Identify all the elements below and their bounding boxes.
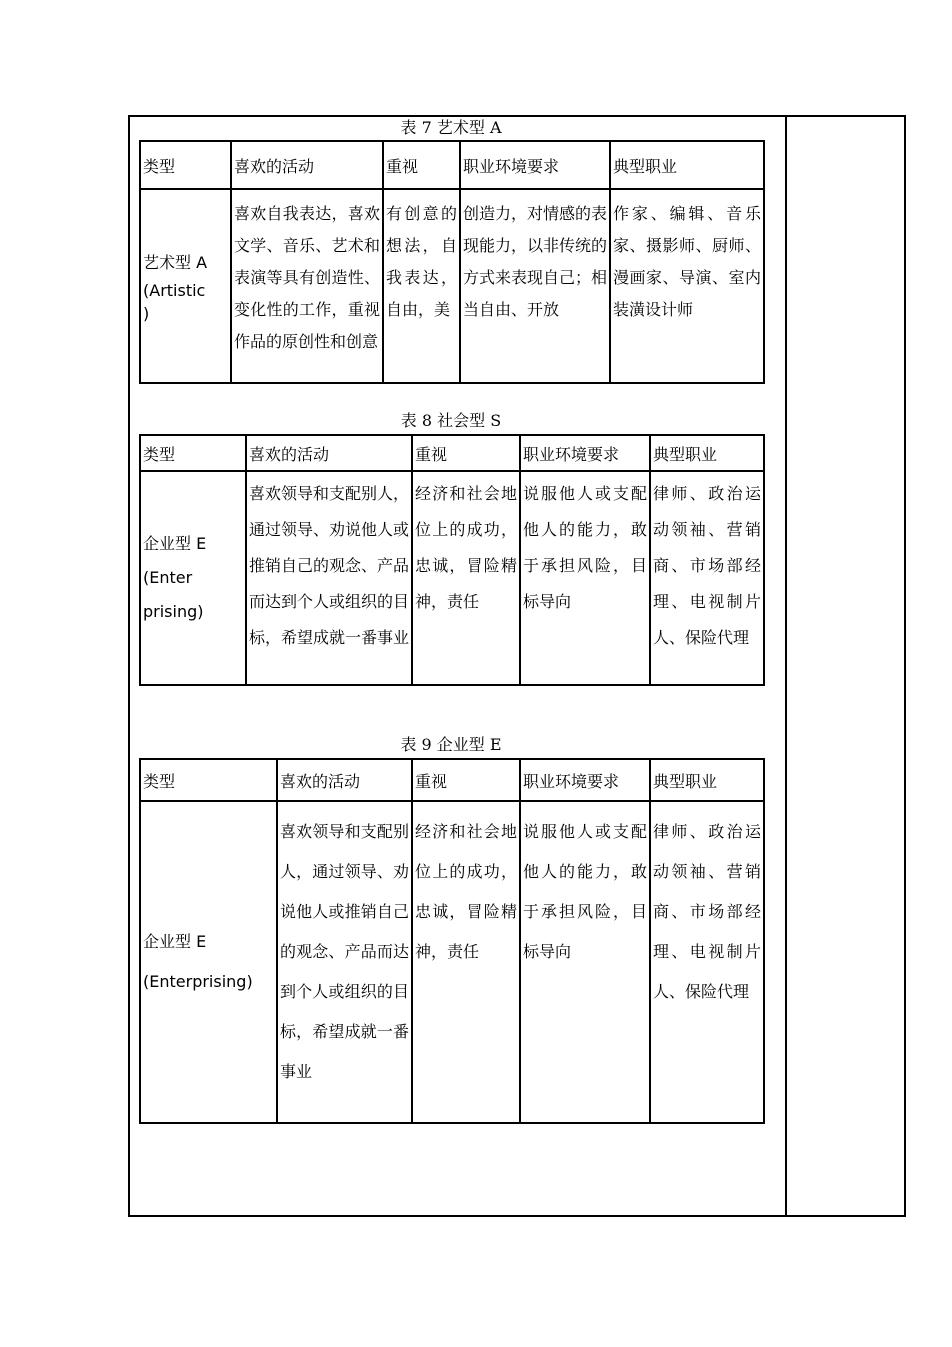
careers-cell: 律师、政治运动领袖、营销商、市场部经理、电视制片人、保险代理	[650, 471, 764, 685]
careers-cell: 律师、政治运动领袖、营销商、市场部经理、电视制片人、保险代理	[650, 801, 764, 1123]
header-type: 类型	[140, 435, 246, 471]
table-8-caption: 表 8 社会型 S	[400, 411, 502, 430]
table-header-row	[140, 141, 764, 189]
values-cell: 有创意的想法，自我表达，自由，美	[383, 189, 460, 383]
table-row	[140, 189, 764, 383]
right-column-divider	[785, 115, 787, 1217]
header-type: 类型	[140, 141, 231, 189]
environment-cell: 说服他人或支配他人的能力，敢于承担风险，目标导向	[520, 471, 650, 685]
header-values: 重视	[412, 435, 520, 471]
activities-cell: 喜欢领导和支配别人，通过领导、劝说他人或推销自己的观念、产品而达到个人或组织的目标，希望成就一番事业	[277, 801, 412, 1123]
type-line: (Artistic	[143, 281, 206, 300]
table-7-caption: 表 7 艺术型 A	[400, 118, 502, 137]
careers-cell: 作家、编辑、音乐家、摄影师、厨师、漫画家、导演、室内装潢设计师	[610, 189, 764, 383]
table-header-row	[140, 435, 764, 471]
table-8	[139, 434, 765, 686]
activities-cell: 喜欢自我表达，喜欢文学、音乐、艺术和表演等具有创造性、变化性的工作，重视作品的原创性和创意	[231, 189, 383, 383]
header-careers: 典型职业	[650, 759, 764, 801]
header-values: 重视	[383, 141, 460, 189]
header-activities: 喜欢的活动	[246, 435, 412, 471]
values-cell: 经济和社会地位上的成功，忠诚，冒险精神，责任	[412, 471, 520, 685]
table-7	[139, 140, 765, 384]
type-cell	[140, 189, 231, 383]
type-line: (Enter	[143, 568, 193, 587]
header-environment: 职业环境要求	[520, 435, 650, 471]
table-9-caption: 表 9 企业型 E	[400, 735, 502, 754]
header-activities: 喜欢的活动	[277, 759, 412, 801]
values-cell: 经济和社会地位上的成功，忠诚，冒险精神，责任	[412, 801, 520, 1123]
header-environment: 职业环境要求	[460, 141, 610, 189]
table-row	[140, 471, 764, 685]
type-line: )	[143, 304, 150, 323]
table-9	[139, 758, 765, 1124]
environment-cell: 创造力，对情感的表现能力，以非传统的方式来表现自己；相当自由、开放	[460, 189, 610, 383]
header-type: 类型	[140, 759, 277, 801]
header-values: 重视	[412, 759, 520, 801]
header-activities: 喜欢的活动	[231, 141, 383, 189]
type-line: prising)	[143, 602, 204, 621]
header-careers: 典型职业	[610, 141, 764, 189]
type-cell	[140, 471, 246, 685]
type-line: 艺术型 A	[143, 253, 208, 272]
table-row	[140, 801, 764, 1123]
type-line: (Enterprising)	[143, 972, 253, 991]
type-cell	[140, 801, 277, 1123]
table-header-row	[140, 759, 764, 801]
type-line: 企业型 E	[143, 932, 207, 951]
type-line: 企业型 E	[143, 534, 207, 553]
header-careers: 典型职业	[650, 435, 764, 471]
activities-cell: 喜欢领导和支配别人，通过领导、劝说他人或推销自己的观念、产品而达到个人或组织的目标，希望成就一番事业	[246, 471, 412, 685]
header-environment: 职业环境要求	[520, 759, 650, 801]
environment-cell: 说服他人或支配他人的能力，敢于承担风险，目标导向	[520, 801, 650, 1123]
